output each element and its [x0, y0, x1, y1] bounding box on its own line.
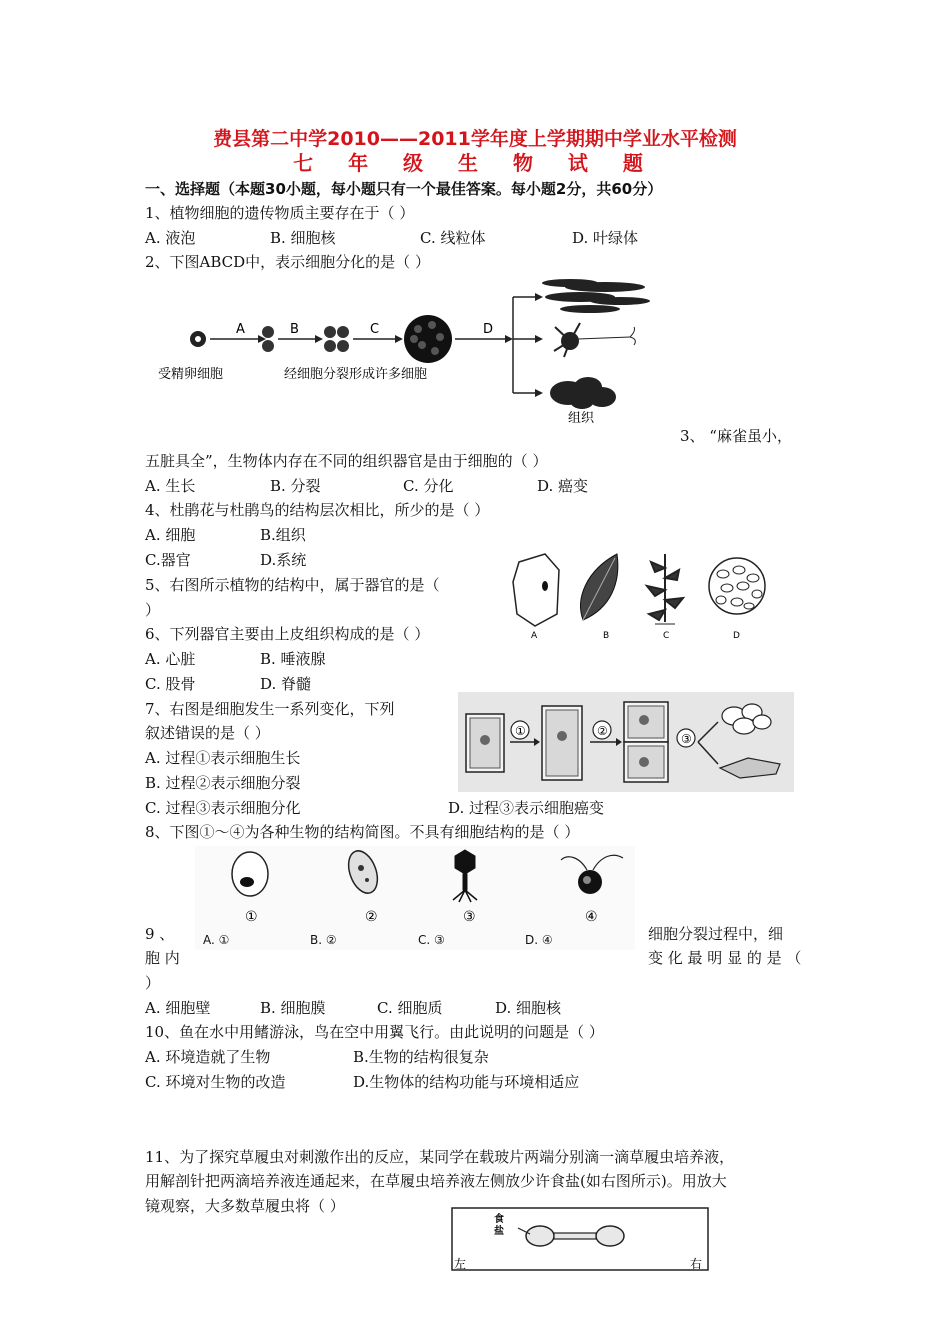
q7-option-b: B. 过程②表示细胞分裂	[145, 774, 301, 792]
organism-1-label: ①	[245, 909, 258, 925]
salt-label-2: 盐	[494, 1226, 504, 1237]
muscle-tissue	[542, 279, 650, 313]
q11-slide-figure	[450, 1206, 710, 1272]
q1-option-a: A. 液泡	[145, 229, 196, 247]
organism-1-cell	[232, 852, 268, 896]
q1-option-c: C. 线粒体	[420, 229, 486, 247]
tissue-cluster	[550, 377, 616, 409]
q10-option-a: A. 环境造就了生物	[145, 1048, 271, 1066]
q3-option-a: A. 生长	[145, 477, 196, 495]
four-cells	[324, 326, 349, 352]
q9-stem-part1: 细胞分裂过程中，细	[648, 925, 784, 943]
q9-stem-part3: ）	[145, 974, 161, 992]
step2-label: ②	[597, 724, 608, 738]
salt-label-1: 食	[494, 1214, 504, 1225]
q4-option-d: D.系统	[260, 551, 307, 569]
organism-3-label: ③	[463, 909, 476, 925]
q1-option-b: B. 细胞核	[270, 229, 336, 247]
right-side-label: 右	[690, 1257, 703, 1271]
q1-stem: 1、植物细胞的遗传物质主要存在于（ ）	[145, 204, 415, 222]
plant-cell	[513, 554, 559, 626]
q3-stem-part1: 3、 “麻雀虽小，	[680, 427, 792, 445]
q7-stem-part1: 7、右图是细胞发生一系列变化，下列	[145, 700, 395, 718]
q6-option-a: A. 心脏	[145, 650, 196, 668]
q5-stem-part1: 5、右图所示植物的结构中，属于器官的是（	[145, 576, 440, 594]
right-culture-drop	[596, 1226, 624, 1246]
q3-option-c: C. 分化	[403, 477, 454, 495]
q5-stem-part2: ）	[145, 601, 161, 619]
exam-subtitle: 七 年 级 生 物 试 题	[293, 151, 657, 175]
q11-line2: 用解剖针把两滴培养液连通起来，在草履虫培养液左侧放少许食盐(如右图所示)。用放大	[145, 1172, 727, 1190]
arrow-label-b: B	[290, 322, 299, 337]
step1-label: ①	[515, 724, 526, 738]
left-side-label: 左	[454, 1257, 467, 1271]
q5-plant-structures-figure	[505, 548, 775, 640]
q3-option-d: D. 癌变	[537, 477, 589, 495]
q4-option-b: B.组织	[260, 526, 306, 544]
q9-stem-part2a: 胞 内	[145, 949, 180, 967]
q9-option-b: B. 细胞膜	[260, 999, 326, 1017]
q7-option-d: D. 过程③表示细胞癌变	[448, 799, 605, 817]
q3-stem-part2: 五脏具全”，生物体内存在不同的组织器官是由于细胞的（ ）	[145, 452, 548, 470]
q2-stem: 2、下图ABCD中，表示细胞分化的是（ ）	[145, 253, 430, 271]
fig5-label-a: A	[531, 631, 538, 640]
fig5-label-b: B	[603, 631, 610, 640]
q1-option-d: D. 叶绿体	[572, 229, 639, 247]
fig5-label-c: C	[663, 631, 670, 640]
q2-differentiation-figure	[150, 275, 670, 425]
divided-cells-label: 经细胞分裂形成许多细胞	[284, 367, 428, 382]
section-header: 一、选择题（本题30小题，每小题只有一个最佳答案。每小题2分，共60分）	[145, 180, 663, 198]
nerve-cell	[554, 323, 635, 357]
fig5-label-d: D	[733, 631, 740, 640]
q6-option-c: C. 股骨	[145, 675, 196, 693]
arrow-label-c: C	[370, 322, 380, 337]
left-culture-drop	[526, 1226, 554, 1246]
q8-option-b: B. ②	[310, 933, 337, 947]
q10-option-b: B.生物的结构很复杂	[353, 1048, 489, 1066]
organism-4-label: ④	[585, 909, 598, 925]
organism-2-label: ②	[365, 909, 378, 925]
q9-number: 9 、	[145, 925, 175, 943]
exam-title: 费县第二中学2010——2011学年度上学期期中学业水平检测	[213, 128, 737, 150]
tissue-label: 组织	[568, 411, 595, 425]
two-cells	[262, 326, 274, 338]
q9-stem-part2b: 变 化 最 明 显 的 是 （	[648, 949, 802, 967]
q4-stem: 4、杜鹃花与杜鹃鸟的结构层次相比，所少的是（ ）	[145, 501, 490, 519]
zygote-label: 受精卵细胞	[158, 367, 224, 382]
q8-option-a: A. ①	[203, 933, 230, 947]
q4-option-c: C.器官	[145, 551, 191, 569]
whole-plant	[647, 554, 683, 622]
q11-line1: 11、为了探究草履虫对刺激作出的反应，某同学在载玻片两端分别滴一滴草履虫培养液，	[145, 1148, 735, 1166]
q8-option-c: C. ③	[418, 933, 445, 947]
q10-option-d: D.生物体的结构功能与环境相适应	[353, 1073, 580, 1091]
step3-label: ③	[681, 732, 692, 746]
q7-cell-changes-figure	[458, 692, 794, 792]
q10-option-c: C. 环境对生物的改造	[145, 1073, 286, 1091]
q9-option-c: C. 细胞质	[377, 999, 443, 1017]
q3-option-b: B. 分裂	[270, 477, 321, 495]
q8-organisms-figure	[195, 846, 635, 950]
q9-option-a: A. 细胞壁	[145, 999, 211, 1017]
q10-stem: 10、鱼在水中用鳍游泳，鸟在空中用翼飞行。由此说明的问题是（ ）	[145, 1023, 604, 1041]
q8-stem: 8、下图①～④为各种生物的结构简图。不具有细胞结构的是（ ）	[145, 823, 580, 841]
q4-option-a: A. 细胞	[145, 526, 196, 544]
arrow-label-a: A	[236, 322, 245, 337]
q6-option-d: D. 脊髓	[260, 675, 312, 693]
q8-option-d: D. ④	[525, 933, 553, 947]
q9-option-d: D. 细胞核	[495, 999, 562, 1017]
q7-option-c: C. 过程③表示细胞分化	[145, 799, 301, 817]
q7-stem-part2: 叙述错误的是（ ）	[145, 724, 270, 742]
q7-option-a: A. 过程①表示细胞生长	[145, 749, 301, 767]
q6-option-b: B. 唾液腺	[260, 650, 326, 668]
q11-line3: 镜观察，大多数草履虫将（ ）	[145, 1197, 345, 1215]
arrow-label-d: D	[483, 322, 494, 337]
q6-stem: 6、下列器官主要由上皮组织构成的是（ ）	[145, 625, 430, 643]
